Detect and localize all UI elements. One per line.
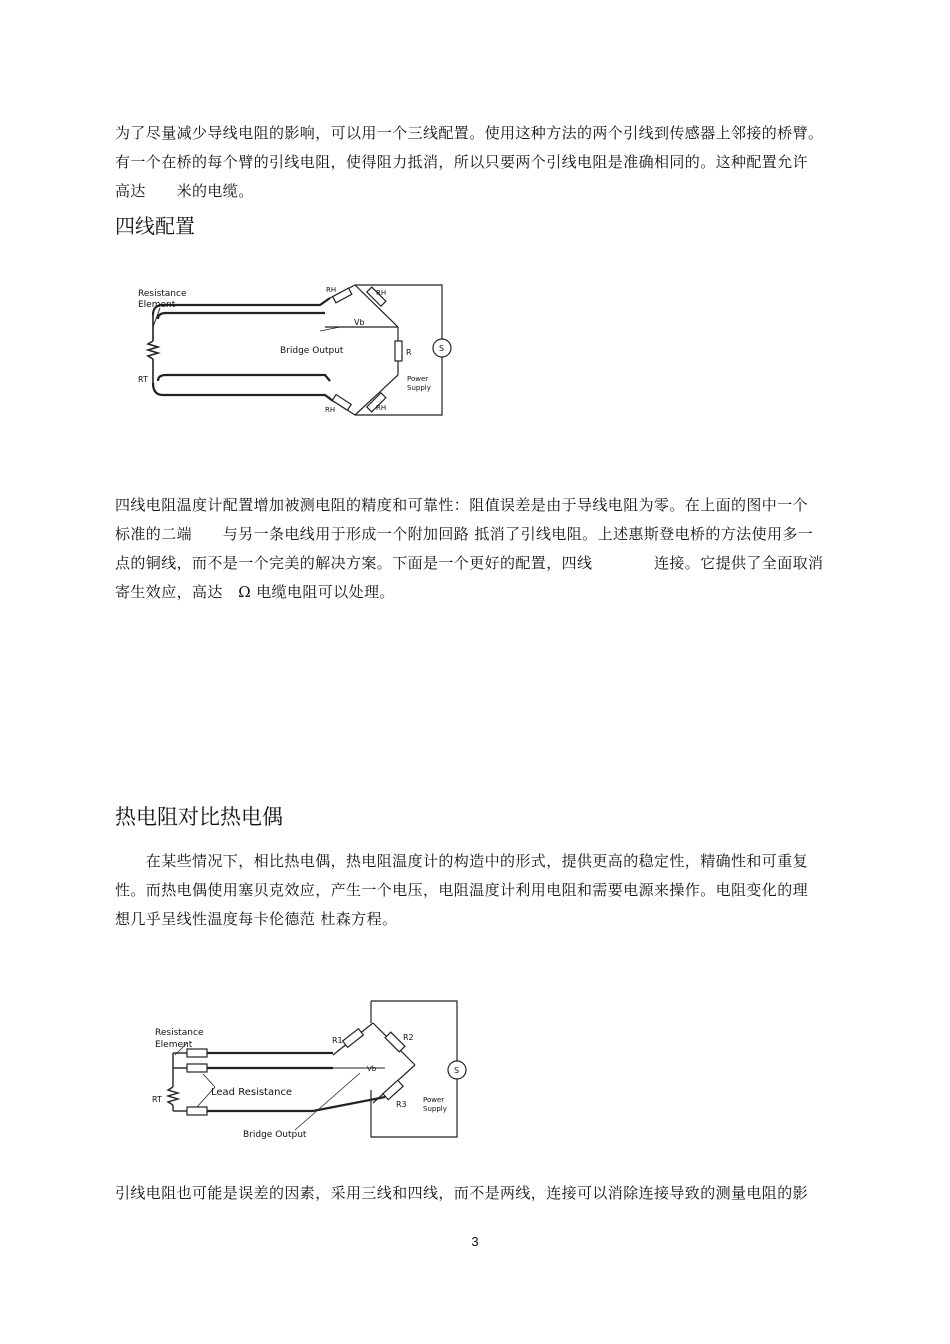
rtd-vs-thermocouple-paragraph [115, 847, 840, 934]
rt-label: RT [138, 375, 148, 384]
page-number: 3 [471, 1234, 479, 1249]
s-label: S [454, 1066, 460, 1075]
text-line: 在某些情况下，相比热电偶，热电阻温度计的构造中的形式，提供更高的稳定性，精确性和可重复 [115, 852, 809, 870]
lead-resistor-top [187, 1049, 207, 1057]
rh-label: RH [325, 406, 336, 414]
top-lead-wire-lower [158, 313, 325, 319]
lead-wire-bottom-run [313, 1097, 385, 1111]
bottom-lead-wire-upper [158, 375, 330, 381]
four-wire-paragraph [115, 491, 840, 607]
vb-label: Vb [354, 318, 365, 327]
bridge-output-label: Bridge Output [243, 1130, 307, 1140]
lead-resistance-bridge-diagram [145, 995, 475, 1145]
lead-resistance-label: Lead Resistance [211, 1087, 293, 1098]
r2-label: R2 [403, 1033, 414, 1042]
power-supply-label: Supply [423, 1105, 447, 1113]
s-label: S [439, 344, 445, 353]
four-wire-bridge-diagram [130, 275, 460, 425]
r1-label: R1 [332, 1036, 343, 1045]
power-supply-label: Supply [407, 384, 431, 392]
rtd-vs-thermocouple-heading: 热电阻对比热电偶 [115, 805, 283, 829]
bridge-output-label: Bridge Output [280, 346, 344, 356]
intro-paragraph [115, 119, 840, 206]
four-wire-bridge-svg [130, 275, 460, 425]
lead-resistance-bridge-svg [145, 995, 475, 1145]
power-supply-label: Power [423, 1096, 445, 1104]
r3-resistor [383, 1080, 403, 1099]
r1-resistor [343, 1029, 364, 1048]
rh-label: RH [326, 286, 337, 294]
resistance-element-label: Element [138, 300, 176, 310]
text-line: 为了尽量减少导线电阻的影响，可以用一个三线配置。使用这种方法的两个引线到传感器上邻接的桥臂。 [115, 124, 824, 142]
lead-resistor-middle [187, 1064, 207, 1072]
four-wire-heading: 四线配置 [115, 214, 195, 238]
text-line: 四线电阻温度计配置增加被测电阻的精度和可靠性：阻值误差是由于导线电阻为零。在上面的图中一个 [115, 496, 809, 514]
text-line: 引线电阻也可能是误差的因素，采用三线和四线，而不是两线，连接可以消除连接导致的测量电阻的影 [115, 1184, 809, 1202]
text-line: 点的铜线，而不是一个完美的解决方案。下面是一个更好的配置，四线 连接。它提供了全面取消 [115, 554, 824, 572]
bridge-frame [371, 1001, 460, 1137]
text-line: 想几乎呈线性温度每卡伦德范 杜森方程。 [115, 910, 398, 928]
lead-resistance-pointer-1 [203, 1074, 215, 1087]
text-line: 有一个在桥的每个臂的引线电阻，使得阻力抵消，所以只要两个引线电阻是准确相同的。这种配置允许 [115, 153, 809, 171]
r2-resistor [385, 1032, 405, 1052]
text-line: 性。而热电偶使用塞贝克效应，产生一个电压，电阻温度计利用电阻和需要电源来操作。电阻变化的理 [115, 881, 809, 899]
text-line: 寄生效应，高达 Ω 电缆电阻可以处理。 [115, 583, 395, 601]
resistance-element-label: Element [155, 1040, 193, 1050]
rt-resistor [168, 1087, 178, 1105]
bottom-lead-wire-lower [153, 383, 333, 401]
vb-label: Vb [367, 1065, 377, 1073]
lead-resistance-paragraph [115, 1179, 840, 1208]
rt-resistor [148, 341, 158, 359]
rh-label: RH [376, 404, 387, 412]
text-line: 标准的二端 与另一条电线用于形成一个附加回路 抵消了引线电阻。上述惠斯登电桥的方法使用多一 [115, 525, 814, 543]
resistance-element-label: Resistance [138, 289, 187, 299]
r3-label: R3 [396, 1100, 407, 1109]
rh-label: RH [376, 289, 387, 297]
r-label: R [406, 348, 412, 357]
power-supply-label: Power [407, 375, 429, 383]
bridge-output-pointer [295, 1073, 360, 1130]
text-line: 高达 米的电缆。 [115, 182, 254, 200]
rt-label: RT [152, 1095, 162, 1104]
r-resistor [395, 341, 402, 361]
bridge-output-pointer [320, 327, 340, 331]
resistance-element-label: Resistance [155, 1028, 204, 1038]
lead-resistor-bottom [187, 1107, 207, 1115]
